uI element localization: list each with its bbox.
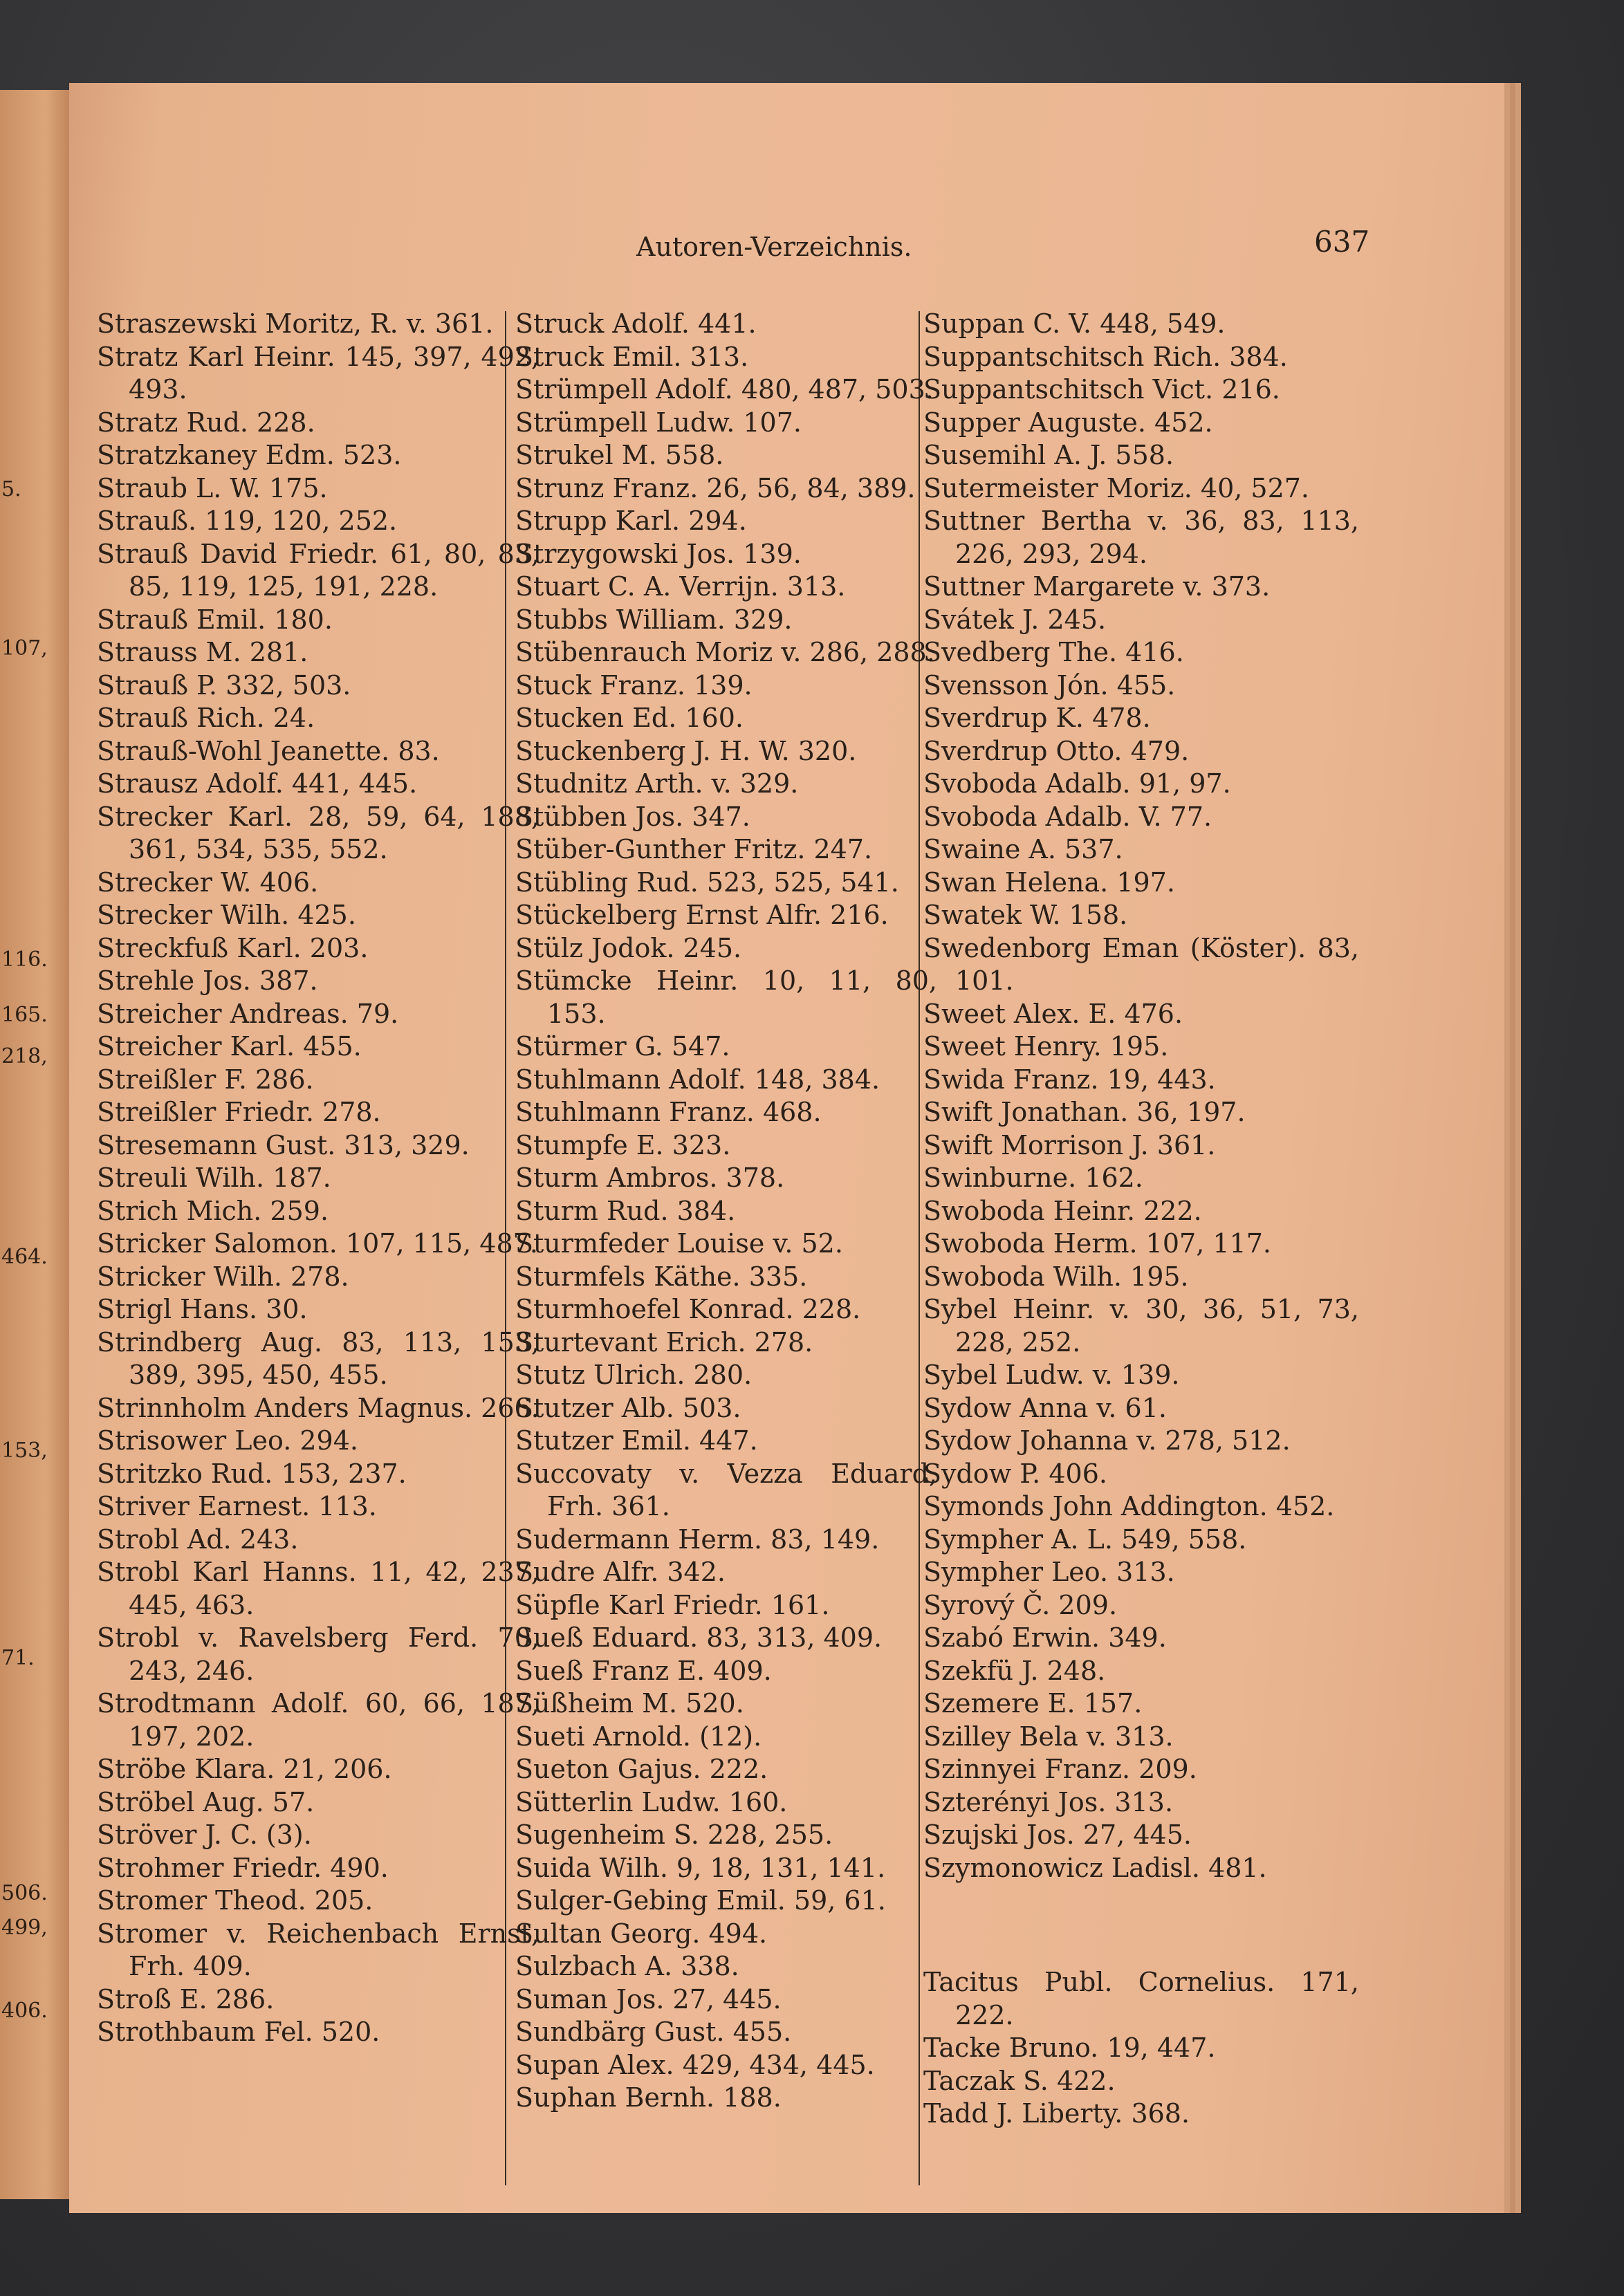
index-entry: Stutzer Alb. 503. (515, 1392, 741, 1423)
index-entry: Swan Helena. 197. (923, 867, 1175, 898)
margin-stub: 5. (1, 477, 21, 501)
index-entry: Stürmer G. 547. (515, 1031, 730, 1062)
index-entry: Stuart C. A. Verrijn. 313. (515, 571, 846, 602)
index-entry: Strausz Adolf. 441, 445. (97, 768, 418, 799)
index-entry: Swift Jonathan. 36, 197. (923, 1097, 1246, 1127)
index-entry: Strobl v. Ravelsberg Ferd. 70, 243, 246. (97, 1622, 539, 1686)
index-entry: Strauß David Friedr. 61, 80, 83, 85, 119, 125, 191, 228. (97, 538, 539, 602)
index-entry: Ströver J. C. (3). (97, 1820, 312, 1850)
index-entry: Stucken Ed. 160. (515, 703, 744, 733)
index-entry: Sueton Gajus. 222. (515, 1754, 768, 1784)
index-entry: Stümcke Heinr. 10, 11, 80, 153. (515, 965, 937, 1029)
index-entry: Strehle Jos. 387. (97, 965, 318, 996)
index-entry: Szinnyei Franz. 209. (923, 1754, 1197, 1784)
index-entry: Süpfle Karl Friedr. 161. (515, 1589, 830, 1620)
index-entry: Stubbs William. 329. (515, 604, 793, 635)
index-entry: Sturm Ambros. 378. (515, 1163, 785, 1193)
index-entry: Struck Emil. 313. (515, 341, 749, 372)
index-column-1 (97, 308, 539, 2049)
index-entry: Taczak S. 422. (923, 2065, 1116, 2096)
index-entry: Stülz Jodok. 245. (515, 932, 742, 963)
index-entry: Sverdrup Otto. 479. (923, 735, 1190, 766)
index-entry: Stritzko Rud. 153, 237. (97, 1458, 407, 1489)
index-entry: Sydow Anna v. 61. (923, 1392, 1167, 1423)
index-entry: Sverdrup K. 478. (923, 703, 1151, 733)
margin-stub: 506. (1, 1881, 48, 1905)
index-entry: Stüber-Gunther Fritz. 247. (515, 834, 873, 864)
index-entry: Strindberg Aug. 83, 113, 153, 389, 395, 450, 455. (97, 1326, 539, 1390)
index-entry: Stratz Karl Heinr. 145, 397, 492, 493. (97, 341, 539, 405)
book-page (69, 83, 1504, 2213)
index-entry: Strothbaum Fel. 520. (97, 2017, 380, 2047)
margin-stub: 464. (1, 1245, 48, 1269)
index-entry: Strzygowski Jos. 139. (515, 538, 802, 569)
index-entry: Strümpell Ludw. 107. (515, 407, 802, 438)
index-entry: Stübling Rud. 523, 525, 541. (515, 867, 899, 898)
index-entry: Strigl Hans. 30. (97, 1294, 308, 1324)
index-entry: Strobl Karl Hanns. 11, 42, 237, 445, 463. (97, 1557, 539, 1620)
index-entry: Strecker Wilh. 425. (97, 900, 356, 930)
index-entry: Stübben Jos. 347. (515, 801, 750, 832)
index-entry: Susemihl A. J. 558. (923, 440, 1174, 470)
index-entry: Strukel M. 558. (515, 440, 724, 470)
index-entry: Suppantschitsch Rich. 384. (923, 341, 1288, 372)
index-entry: Strauß-Wohl Jeanette. 83. (97, 735, 440, 766)
index-entry: Sympher Leo. 313. (923, 1557, 1175, 1587)
index-entry: Sweet Henry. 195. (923, 1031, 1169, 1062)
index-entry: Tacitus Publ. Cornelius. 171, 222. (923, 1967, 1359, 2030)
index-entry: Strohmer Friedr. 490. (97, 1852, 389, 1883)
index-column-2 (515, 308, 937, 2115)
index-entry: Sueß Franz E. 409. (515, 1655, 772, 1686)
index-entry: Svoboda Adalb. 91, 97. (923, 768, 1231, 799)
index-entry: Stromer Theod. 205. (97, 1885, 373, 1916)
index-entry: Swinburne. 162. (923, 1163, 1143, 1193)
index-entry: Swatek W. 158. (923, 900, 1128, 930)
index-entry: Sugenheim S. 228, 255. (515, 1820, 833, 1850)
index-entry: Sympher A. L. 549, 558. (923, 1524, 1247, 1555)
index-entry: Struck Adolf. 441. (515, 308, 757, 339)
index-entry: Stuckenberg J. H. W. 320. (515, 735, 857, 766)
index-entry: Sueti Arnold. (12). (515, 1721, 762, 1752)
index-entry: Szemere E. 157. (923, 1688, 1143, 1719)
index-entry: Suida Wilh. 9, 18, 131, 141. (515, 1852, 886, 1883)
index-entry: Svoboda Adalb. V. 77. (923, 801, 1212, 832)
index-entry: Sulzbach A. 338. (515, 1951, 739, 1981)
margin-stub: 165. (1, 1003, 48, 1027)
index-entry: Strodtmann Adolf. 60, 66, 187, 197, 202. (97, 1688, 539, 1752)
index-entry: Strinnholm Anders Magnus. 266. (97, 1392, 539, 1423)
index-entry: Szilley Bela v. 313. (923, 1721, 1174, 1752)
index-entry: Strümpell Adolf. 480, 487, 503. (515, 374, 934, 405)
index-entry: Strunz Franz. 26, 56, 84, 389. (515, 472, 916, 503)
index-entry: Sultan Georg. 494. (515, 1918, 768, 1949)
index-entry: Stuhlmann Franz. 468. (515, 1097, 822, 1127)
index-entry: Swoboda Wilh. 195. (923, 1261, 1189, 1292)
index-entry: Streißler F. 286. (97, 1064, 314, 1095)
index-entry: Swoboda Heinr. 222. (923, 1195, 1202, 1226)
index-entry: Sueß Eduard. 83, 313, 409. (515, 1622, 883, 1653)
index-entry: Suttner Bertha v. 36, 83, 113, 226, 293, 294. (923, 506, 1359, 569)
index-entry: Syrový Č. 209. (923, 1589, 1118, 1620)
letter-section-gap (923, 1885, 1359, 1966)
index-entry: Swift Morrison J. 361. (923, 1129, 1216, 1160)
margin-stub: 218, (1, 1044, 48, 1068)
index-entry: Svedberg The. 416. (923, 637, 1184, 667)
index-entry: Streckfuß Karl. 203. (97, 932, 369, 963)
index-entry: Sydow P. 406. (923, 1458, 1107, 1489)
index-entry: Stuck Franz. 139. (515, 669, 753, 701)
index-entry: Strich Mich. 259. (97, 1195, 329, 1226)
index-entry: Szterényi Jos. 313. (923, 1786, 1174, 1817)
index-entry: Stroß E. 286. (97, 1983, 275, 2015)
margin-stub: 107, (1, 636, 48, 660)
index-entry: Straub L. W. 175. (97, 472, 328, 503)
index-entry: Symonds John Addington. 452. (923, 1491, 1335, 1521)
index-entry: Stratz Rud. 228. (97, 407, 315, 438)
index-entry: Swoboda Herm. 107, 117. (923, 1228, 1271, 1259)
index-entry: Stricker Salomon. 107, 115, 487. (97, 1228, 538, 1259)
index-entry: Sudre Alfr. 342. (515, 1557, 726, 1587)
index-entry: Streuli Wilh. 187. (97, 1163, 331, 1193)
index-entry: Suphan Bernh. 188. (515, 2082, 782, 2113)
page-number: 637 (1314, 225, 1370, 259)
index-entry: Sturm Rud. 384. (515, 1195, 736, 1226)
index-entry: Swaine A. 537. (923, 834, 1123, 864)
index-entry: Sybel Heinr. v. 30, 36, 51, 73, 228, 252. (923, 1294, 1359, 1358)
index-entry: Strupp Karl. 294. (515, 506, 747, 536)
index-entry: Strisower Leo. 294. (97, 1425, 358, 1456)
margin-stub: 116. (1, 947, 48, 972)
index-entry: Suppantschitsch Vict. 216. (923, 374, 1280, 405)
index-entry: Suttner Margarete v. 373. (923, 571, 1271, 602)
index-entry: Strauß Emil. 180. (97, 604, 333, 635)
index-entry: Svátek J. 245. (923, 604, 1107, 635)
margin-stub: 499, (1, 1916, 48, 1940)
page-header (69, 225, 1504, 273)
index-entry: Ströbe Klara. 21, 206. (97, 1754, 392, 1784)
index-entry: Suppan C. V. 448, 549. (923, 308, 1226, 339)
index-entry: Sütterlin Ludw. 160. (515, 1786, 788, 1817)
index-entry: Stuhlmann Adolf. 148, 384. (515, 1064, 880, 1095)
index-entry: Stumpfe E. 323. (515, 1129, 731, 1160)
index-entry: Szymonowicz Ladisl. 481. (923, 1852, 1267, 1883)
index-entry: Szekfü J. 248. (923, 1655, 1106, 1686)
index-entry: Szabó Erwin. 349. (923, 1622, 1167, 1653)
index-entry: Strauß. 119, 120, 252. (97, 506, 398, 536)
index-entry: Sutermeister Moriz. 40, 527. (923, 472, 1310, 503)
index-entry: Straszewski Moritz, R. v. 361. (97, 308, 494, 339)
index-entry: Sybel Ludw. v. 139. (923, 1360, 1180, 1390)
running-title: Autoren-Verzeichnis. (636, 232, 912, 262)
index-entry: Supper Auguste. 452. (923, 407, 1213, 438)
index-entry: Stübenrauch Moriz v. 286, 288. (515, 637, 935, 667)
index-entry: Stutz Ulrich. 280. (515, 1360, 753, 1390)
index-entry: Szujski Jos. 27, 445. (923, 1820, 1192, 1850)
index-entry: Sudermann Herm. 83, 149. (515, 1524, 880, 1555)
index-column-3 (923, 308, 1359, 2131)
index-entry: Strauß Rich. 24. (97, 703, 315, 733)
margin-stub: 406. (1, 1999, 48, 2023)
margin-stub: 71. (1, 1646, 35, 1670)
index-entry: Sturmhoefel Konrad. 228. (515, 1294, 861, 1324)
index-entry: Strauß P. 332, 503. (97, 669, 351, 701)
index-entry: Sturmfels Käthe. 335. (515, 1261, 808, 1292)
previous-page-edge (0, 90, 76, 2199)
index-entry: Streicher Andreas. 79. (97, 998, 399, 1029)
index-entry: Tadd J. Liberty. 368. (923, 2098, 1190, 2129)
index-entry: Stutzer Emil. 447. (515, 1425, 758, 1456)
index-entry: Streicher Karl. 455. (97, 1031, 362, 1062)
margin-stub: 153, (1, 1438, 48, 1463)
index-entry: Strobl Ad. 243. (97, 1524, 299, 1555)
index-entry: Succovaty v. Vezza Eduard, Frh. 361. (515, 1458, 937, 1521)
index-entry: Studnitz Arth. v. 329. (515, 768, 799, 799)
index-entry: Supan Alex. 429, 434, 445. (515, 2049, 875, 2080)
index-entry: Stricker Wilh. 278. (97, 1261, 349, 1292)
index-entry: Stresemann Gust. 313, 329. (97, 1129, 470, 1160)
index-entry: Süßheim M. 520. (515, 1688, 744, 1719)
index-entry: Stratzkaney Edm. 523. (97, 440, 402, 470)
index-entry: Sturtevant Erich. 278. (515, 1326, 813, 1358)
index-entry: Sydow Johanna v. 278, 512. (923, 1425, 1291, 1456)
index-entry: Streißler Friedr. 278. (97, 1097, 381, 1127)
index-entry: Strauss M. 281. (97, 637, 308, 667)
index-entry: Sweet Alex. E. 476. (923, 998, 1183, 1029)
index-entry: Stückelberg Ernst Alfr. 216. (515, 900, 889, 930)
index-entry: Stromer v. Reichenbach Ernst, Frh. 409. (97, 1918, 539, 1981)
index-entry: Suman Jos. 27, 445. (515, 1983, 782, 2015)
index-entry: Tacke Bruno. 19, 447. (923, 2033, 1216, 2063)
index-entry: Swida Franz. 19, 443. (923, 1064, 1216, 1095)
index-entry: Sundbärg Gust. 455. (515, 2017, 792, 2047)
index-entry: Strecker W. 406. (97, 867, 319, 898)
index-entry: Svensson Jón. 455. (923, 669, 1176, 701)
index-entry: Sulger-Gebing Emil. 59, 61. (515, 1885, 886, 1916)
index-entry: Strecker Karl. 28, 59, 64, 188, 361, 534, 535, 552. (97, 801, 539, 864)
index-entry: Ströbel Aug. 57. (97, 1786, 315, 1817)
index-entry: Sturmfeder Louise v. 52. (515, 1228, 843, 1259)
index-entry: Swedenborg Eman (Köster). 83, 101. (923, 932, 1359, 996)
index-entry: Striver Earnest. 113. (97, 1491, 377, 1521)
